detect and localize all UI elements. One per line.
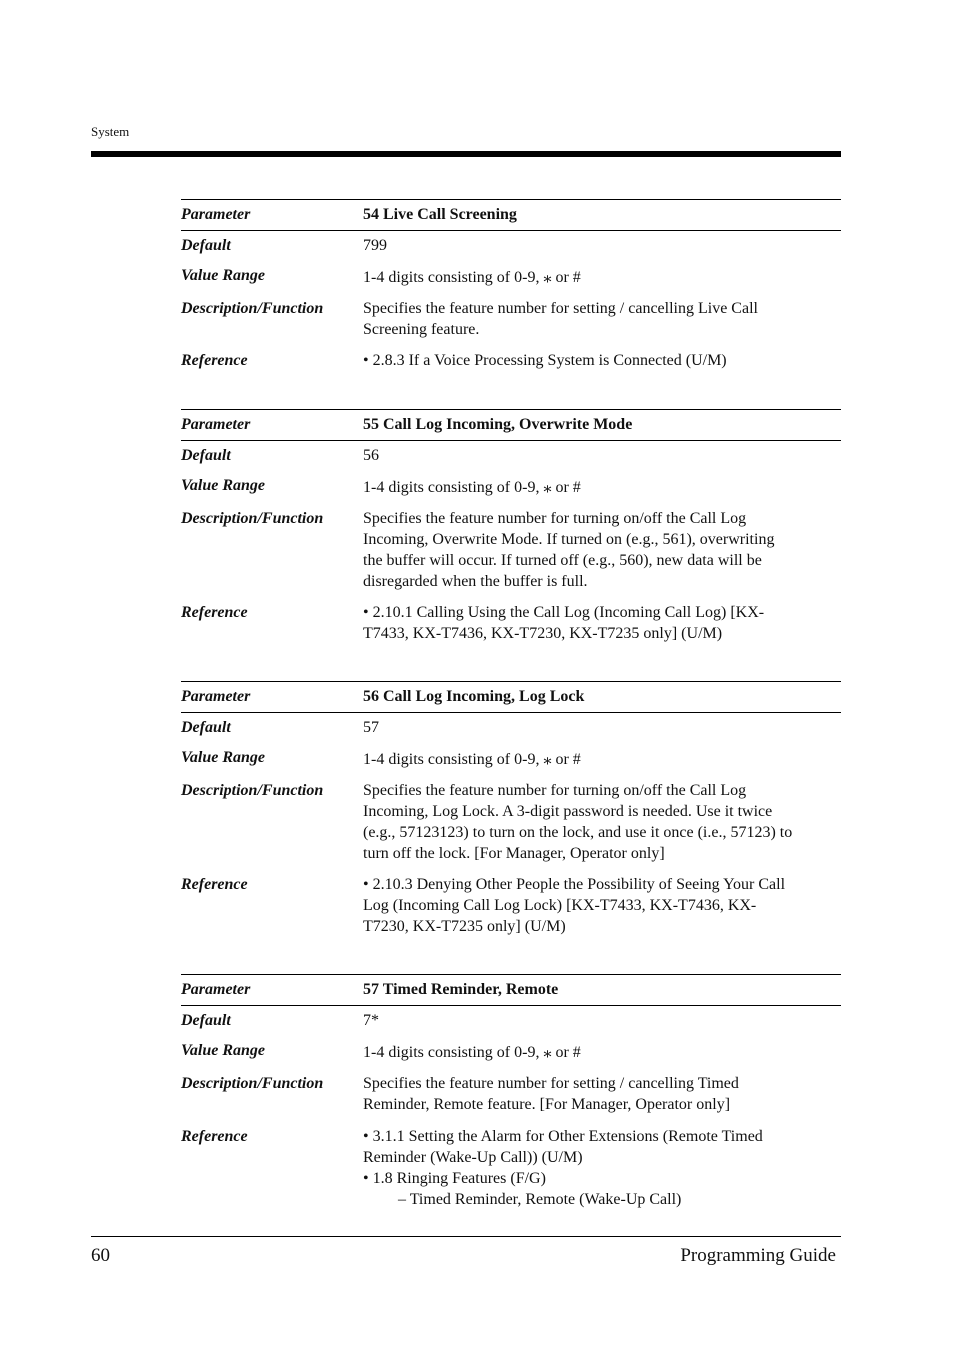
value-range-label: Value Range: [181, 749, 266, 766]
description-label: Description/Function: [181, 300, 324, 317]
parameter-row: [181, 410, 841, 441]
reference-line: • 1.8 Ringing Features (F/G): [363, 1170, 546, 1187]
default-value: 799: [363, 237, 387, 254]
value-range: 1-4 digits consisting of 0-9, ⁎ or #: [363, 269, 581, 286]
description-line: Specifies the feature number for setting / cancelling Live Call: [363, 300, 758, 317]
description-line: Incoming, Log Lock. A 3-digit password is needed. Use it twice: [363, 803, 773, 820]
default-row: [181, 235, 841, 256]
parameter-block-55: [181, 409, 841, 644]
value-range-row: [181, 749, 841, 770]
reference-row: [181, 602, 841, 644]
description-line: turn off the lock. [For Manager, Operator only]: [363, 845, 665, 862]
reference-row: [181, 350, 841, 371]
value-range: 1-4 digits consisting of 0-9, ⁎ or #: [363, 1044, 581, 1061]
parameter-block-54: [181, 199, 841, 371]
value-range-label: Value Range: [181, 1042, 266, 1059]
reference-line: Log (Incoming Call Log Lock) [KX-T7433, KX-T7436, KX-: [363, 897, 757, 914]
reference-line: • 2.8.3 If a Voice Processing System is Connected (U/M): [363, 352, 727, 369]
header-rule: [91, 151, 841, 157]
description-line: Specifies the feature number for turning on/off the Call Log: [363, 510, 747, 527]
default-label: Default: [181, 237, 231, 254]
running-header: System: [91, 124, 130, 139]
description-line: Specifies the feature number for turning on/off the Call Log: [363, 782, 747, 799]
reference-line: T7433, KX-T7436, KX-T7230, KX-T7235 only] (U/M): [363, 625, 723, 642]
parameter-label: Parameter: [181, 981, 251, 998]
reference-label: Reference: [181, 876, 248, 893]
reference-line: Reminder (Wake-Up Call)) (U/M): [363, 1149, 583, 1166]
value-range-label: Value Range: [181, 267, 266, 284]
reference-line: • 2.10.3 Denying Other People the Possibility of Seeing Your Call: [363, 876, 786, 893]
default-label: Default: [181, 719, 231, 736]
parameter-row: [181, 682, 841, 713]
value-range: 1-4 digits consisting of 0-9, ⁎ or #: [363, 751, 581, 768]
description-line: (e.g., 57123123) to turn on the lock, and use it once (i.e., 57123) to: [363, 824, 793, 841]
footer-title: Programming Guide: [680, 1245, 836, 1266]
reference-line: T7230, KX-T7235 only] (U/M): [363, 918, 566, 935]
default-value: 57: [363, 719, 379, 736]
value-range-row: [181, 477, 841, 498]
reference-line: • 3.1.1 Setting the Alarm for Other Extensions (Remote Timed: [363, 1128, 763, 1145]
parameter-name: 55 Call Log Incoming, Overwrite Mode: [363, 416, 633, 433]
description-label: Description/Function: [181, 1075, 324, 1092]
description-line: Reminder, Remote feature. [For Manager, Operator only]: [363, 1096, 731, 1113]
parameter-row: [181, 200, 841, 231]
parameter-block-56: [181, 681, 841, 937]
description-row: [181, 780, 841, 864]
description-line: Screening feature.: [363, 321, 480, 338]
description-label: Description/Function: [181, 510, 324, 527]
description-line: the buffer will occur. If turned off (e.g., 560), new data will be: [363, 552, 762, 569]
default-row: [181, 1010, 841, 1031]
value-range-row: [181, 267, 841, 288]
default-row: [181, 445, 841, 466]
reference-row: [181, 1126, 841, 1210]
parameter-name: 57 Timed Reminder, Remote: [363, 981, 559, 998]
default-label: Default: [181, 1012, 231, 1029]
default-row: [181, 717, 841, 738]
parameter-row: [181, 975, 841, 1006]
value-range: 1-4 digits consisting of 0-9, ⁎ or #: [363, 479, 581, 496]
parameter-label: Parameter: [181, 416, 251, 433]
parameter-name: 56 Call Log Incoming, Log Lock: [363, 688, 585, 705]
parameter-label: Parameter: [181, 688, 251, 705]
footer-rule: [91, 1236, 841, 1237]
value-range-row: [181, 1042, 841, 1063]
parameter-name: 54 Live Call Screening: [363, 206, 517, 223]
reference-subline: – Timed Reminder, Remote (Wake-Up Call): [398, 1191, 682, 1208]
page-number: 60: [91, 1245, 110, 1266]
reference-label: Reference: [181, 604, 248, 621]
description-label: Description/Function: [181, 782, 324, 799]
reference-label: Reference: [181, 352, 248, 369]
parameter-block-57: [181, 974, 841, 1210]
description-row: [181, 1073, 841, 1115]
description-line: Incoming, Overwrite Mode. If turned on (e.g., 561), overwriting: [363, 531, 775, 548]
description-line: Specifies the feature number for setting / cancelling Timed: [363, 1075, 739, 1092]
reference-row: [181, 874, 841, 937]
default-label: Default: [181, 447, 231, 464]
reference-label: Reference: [181, 1128, 248, 1145]
parameter-label: Parameter: [181, 206, 251, 223]
description-row: [181, 298, 841, 340]
description-row: [181, 508, 841, 592]
default-value: 7*: [363, 1012, 379, 1029]
default-value: 56: [363, 447, 379, 464]
value-range-label: Value Range: [181, 477, 266, 494]
reference-line: • 2.10.1 Calling Using the Call Log (Incoming Call Log) [KX-: [363, 604, 765, 621]
description-line: disregarded when the buffer is full.: [363, 573, 588, 590]
